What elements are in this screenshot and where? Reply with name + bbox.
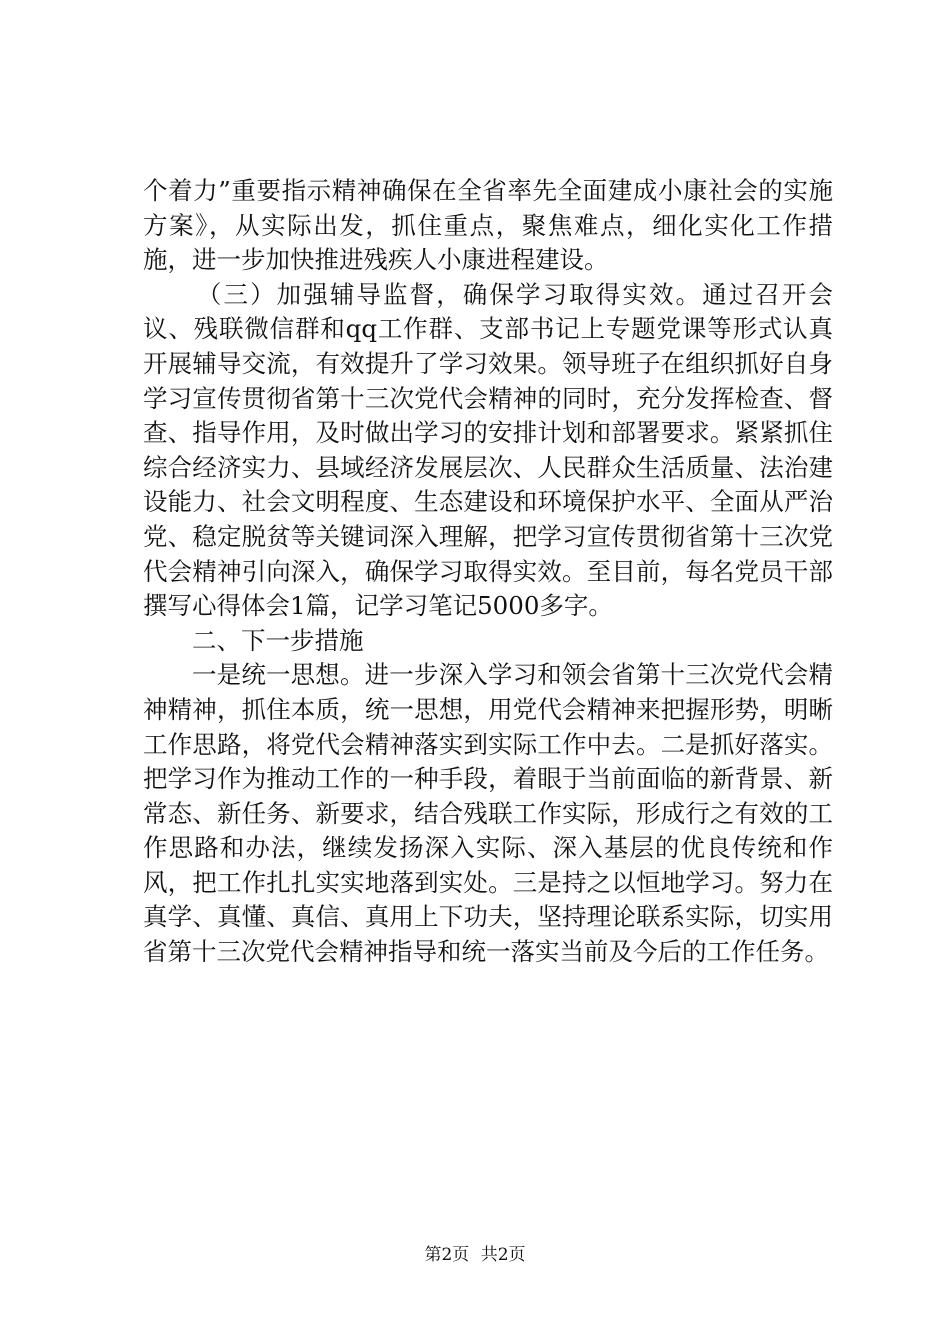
paragraph-continuation: 个着力”重要指示精神确保在全省率先全面建成小康社会的实施方案》，从实际出发，抓住重点，聚焦难点，细化实化工作措施，进一步加快推进残疾人小康进程建设。 [143, 176, 833, 275]
paragraph-supervision: （三）加强辅导监督，确保学习取得实效。通过召开会议、残联微信群和qq工作群、支部书记上专题党课等形式认真开展辅导交流，有效提升了学习效果。领导班子在组织抓好自身学习宣传贯彻省第十三次党代会精神的同时，充分发挥检查、督查、指导作用，及时做出学习的安排计划和部署要求。紧紧抓住综合经济实力、县域经济发展层次、人民群众生活质量、法治建设能力、社会文明程度、生态建设和环境保护水平、全面从严治党、稳定脱贫等关键词深入理解，把学习宣传贯彻省第十三次党代会精神引向深入，确保学习取得实效。至目前，每名党员干部撰写心得体会1篇，记学习笔记5000多字。 [143, 279, 833, 621]
paragraph-next-steps: 一是统一思想。进一步深入学习和领会省第十三次党代会精神精神，抓住本质，统一思想，用党代会精神来把握形势，明晰工作思路，将党代会精神落实到实际工作中去。二是抓好落实。把学习作为推动工作的一种手段，着眼于当前面临的新背景、新常态、新任务、新要求，结合残联工作实际，形成行之有效的工作思路和办法，继续发扬深入实际、深入基层的优良传统和作风，把工作扎扎实实地落到实处。三是持之以恒地学习。努力在真学、真懂、真信、真用上下功夫，坚持理论联系实际，切实用省第十三次党代会精神指导和统一落实当前及今后的工作任务。 [143, 660, 833, 967]
document-body [143, 174, 833, 970]
page-footer [0, 1244, 950, 1266]
page-number: 第2页 [424, 1245, 470, 1265]
section-heading-next-steps: 二、下一步措施 [192, 625, 364, 655]
page-total: 共2页 [480, 1245, 526, 1265]
